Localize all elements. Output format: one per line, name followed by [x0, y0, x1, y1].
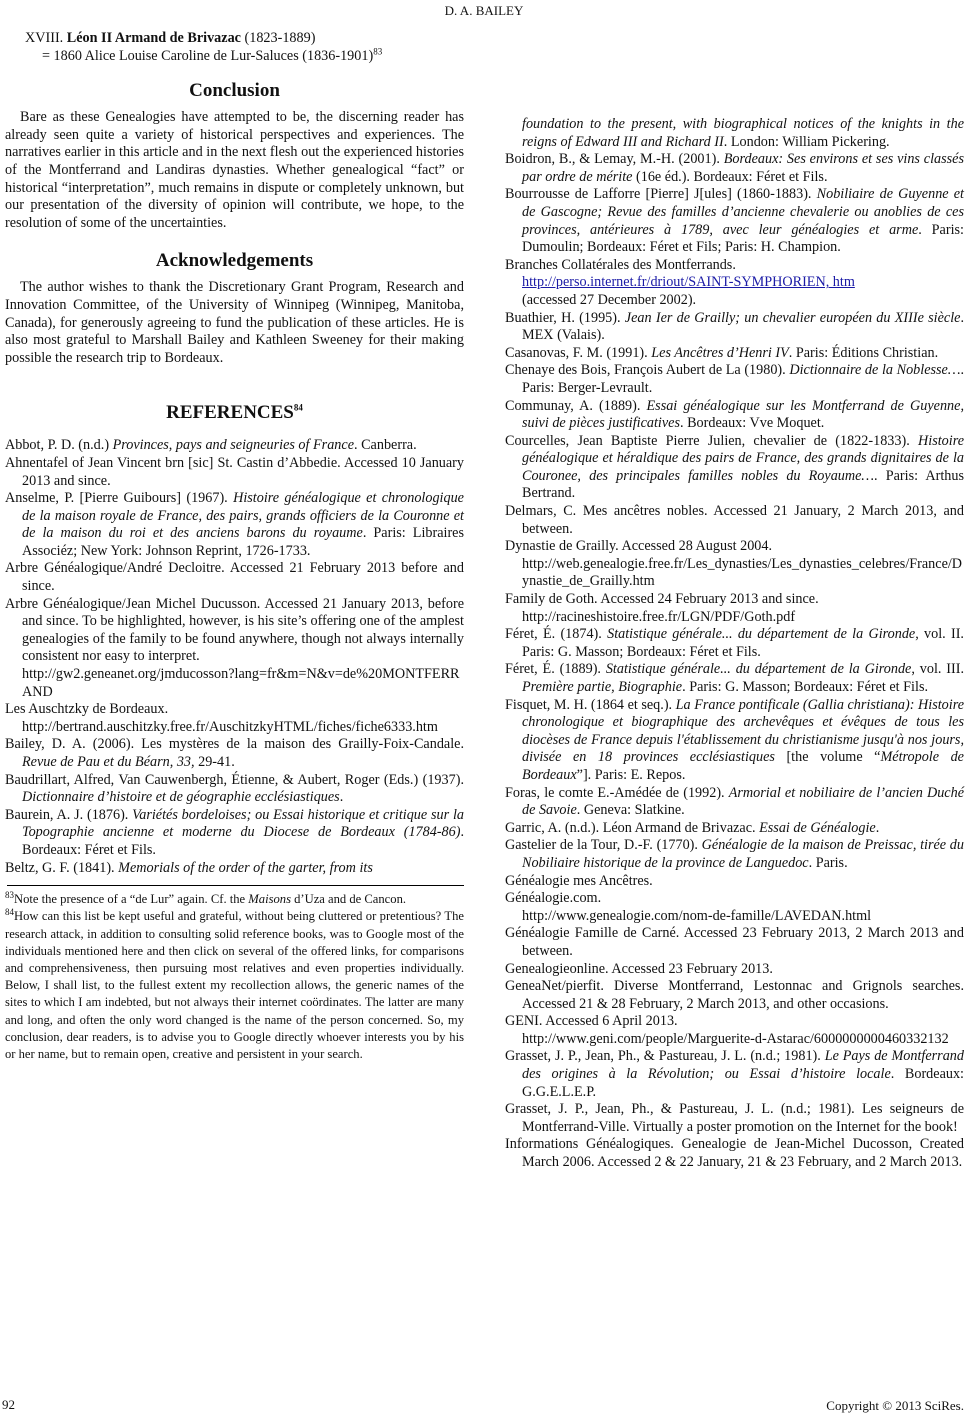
- reference-item: [5, 596, 464, 702]
- reference-text: . Paris: Libraires Associéz; New York: Johnson Reprint, 1726-1733.: [22, 525, 464, 559]
- reference-text: . Bordeaux: Vve Moquet.: [680, 415, 825, 432]
- reference-text: ”]. Paris: E. Repos.: [576, 766, 686, 783]
- reference-text: Arbre Généalogique/Jean Michel Ducusson. Accessed 21 January 2013, before and since. To be highlighted, however, is his site’s offering one of the amplest genealogies of the family to be found anywhere, though not always internally consistent nor easy to interpret.: [5, 595, 464, 665]
- italic-title: Le Pays de Montferrand des origines à la Révolution; ou Essai d’histoire locale: [522, 1048, 964, 1083]
- italic-title: Dictionnaire de la Noblesse…: [789, 362, 961, 379]
- reference-text: . Geneva: Slatkine.: [576, 802, 685, 819]
- reference-item: [5, 772, 464, 807]
- reference-item: [505, 116, 964, 151]
- reference-text: GeneaNet/pierfit. Diverse Montferrand, Lestonnac and Grignols searches. Accessed 21 & 28 February, 2 March 2013, and other occasions.: [505, 978, 964, 1012]
- reference-text: GENI. Accessed 6 April 2013.: [505, 1013, 678, 1030]
- reference-item: [505, 661, 964, 696]
- reference-item: [505, 345, 964, 363]
- italic-title: Bordeaux: Ses environs et ses vins classés par ordre de mérite: [522, 151, 964, 185]
- reference-item: [5, 490, 464, 560]
- reference-text: Family de Goth. Accessed 24 February 2013 and since.: [505, 591, 819, 608]
- reference-item: [505, 820, 964, 838]
- reference-item: [505, 873, 964, 891]
- reference-item: [505, 151, 964, 186]
- reference-text: . Paris: G. Masson; Bordeaux: Féret et Fils.: [682, 679, 929, 695]
- reference-text: Fisquet, M. H. (1864 et seq.).: [505, 696, 676, 713]
- reference-url: http://bertrand.auschitzky.free.fr/AuschitzkyHTML/fiches/fiche6333.htm: [22, 718, 438, 735]
- reference-item: [5, 860, 464, 878]
- person-dates: (1823-1889): [240, 30, 316, 46]
- reference-list-right: [505, 151, 964, 1171]
- right-column: [505, 116, 964, 1172]
- reference-text: Féret, É. (1874).: [505, 626, 608, 643]
- reference-text: . Bordeaux: Féret et Fils.: [22, 824, 464, 858]
- reference-text: Branches Collatérales des Montferrands.: [505, 256, 736, 273]
- reference-text: Ahnentafel of Jean Vincent brn [sic] St. Castin d’Abbedie. Accessed 10 January 2013 and since.: [5, 454, 464, 489]
- reference-continuation: [505, 116, 964, 151]
- reference-text: . Paris.: [808, 854, 848, 871]
- footnote-mark: 83: [5, 889, 14, 900]
- acknowledgements-heading: Acknowledgements: [155, 250, 314, 272]
- italic-title: Revue de Pau et du Béarn, 33,: [22, 754, 195, 770]
- reference-item: [505, 433, 964, 503]
- footnote-divider: [7, 885, 464, 886]
- reference-text: Foras, le comte E.-Amédée de (1992).: [505, 784, 729, 801]
- italic-title: foundation to the present, with biographical notices of the knights in the reigns of Edward III and Richard II: [522, 116, 964, 150]
- italic-title: Armorial et nobiliaire de l’ancien Duché de Savoie: [522, 784, 964, 819]
- reference-item: [505, 186, 964, 256]
- reference-text: Communay, A. (1889).: [505, 397, 647, 414]
- italic-title: Métropole de Bordeaux: [522, 749, 964, 783]
- reference-item: [505, 1048, 964, 1101]
- reference-text: Garric, A. (n.d.). Léon Armand de Brivazac.: [505, 819, 760, 836]
- reference-item: [505, 697, 964, 785]
- reference-text: . Bordeaux: G.G.E.L.E.P.: [522, 1066, 964, 1100]
- references-heading: [5, 401, 464, 425]
- reference-text: (16e éd.). Bordeaux: Féret et Fils.: [632, 168, 828, 185]
- italic-title: Memorials of the order of the garter, from its: [118, 859, 373, 876]
- reference-item: [505, 503, 964, 538]
- generation-numeral: XVIII.: [25, 30, 67, 46]
- reference-item: [505, 398, 964, 433]
- reference-item: [505, 591, 964, 626]
- reference-url: http://www.geni.com/people/Marguerite-d-Astarac/6000000000460332132: [522, 1030, 949, 1047]
- reference-item: [505, 1101, 964, 1136]
- reference-text: . Paris: Berger-Levrault.: [522, 362, 965, 396]
- reference-item: [505, 1136, 964, 1171]
- italic-title: Jean Ier de Grailly; un chevalier européen du XIIIe siècle: [624, 309, 961, 326]
- reference-text: . Canberra.: [354, 437, 417, 454]
- reference-text: [the volume “: [774, 749, 881, 766]
- reference-text: Généalogie Famille de Carné. Accessed 23 February 2013, 2 March 2013 and between.: [505, 925, 964, 959]
- copyright: Copyright © 2013 SciRes.: [826, 1398, 964, 1413]
- reference-text: Beltz, G. F. (1841).: [5, 859, 119, 876]
- reference-url: (accessed 27 December 2002).: [522, 291, 697, 308]
- reference-text: Les Auschtzky de Bordeaux.: [5, 701, 169, 718]
- reference-text: Boidron, B., & Lemay, M.-H. (2001).: [505, 151, 724, 168]
- reference-item: [5, 560, 464, 595]
- reference-text: Grasset, J. P., Jean, Ph., & Pastureau, J. L. (n.d.; 1981). Les seigneurs de Montferrand-Ville. Virtually a poster promotion on the Internet for the book!: [505, 1101, 964, 1135]
- conclusion-text: Bare as these Genealogies have attempted to be, the discerning reader has already seen quite a variety of historical perspectives and experiences. The narratives earlier in this article and in the next flesh out the experienced histories of the Montferrand and Landiras dynasties. Whether genealogical “fact” or historical “interpretation”, much remains in dispute or completely unknown, but our presentation of the diversity of opinion will contribute, we hope, to the resolution of some of the uncertainties.: [5, 109, 464, 231]
- reference-link[interactable]: http://perso.internet.fr/driout/SAINT-SYMPHORIEN, htm: [522, 274, 855, 291]
- left-column: [5, 30, 464, 1063]
- reference-text: Genealogieonline. Accessed 23 February 2013.: [505, 960, 773, 977]
- reference-url: http://gw2.geneanet.org/jmducosson?lang=fr&m=N&v=de%20MONTFERRAND: [22, 666, 460, 700]
- reference-item: [505, 310, 964, 345]
- running-head: D. A. BAILEY: [444, 3, 524, 18]
- italic-title: Essai de Généalogie: [759, 819, 876, 836]
- reference-text: Gastelier de la Tour, D.-F. (1770).: [505, 837, 702, 854]
- reference-url: http://racineshistoire.free.fr/LGN/PDF/Goth.pdf: [522, 608, 796, 625]
- footnote-ref: 84: [293, 402, 303, 413]
- reference-item: [505, 785, 964, 820]
- reference-item: [505, 1013, 964, 1048]
- conclusion-heading: Conclusion: [189, 80, 280, 102]
- reference-text: Dynastie de Grailly. Accessed 28 August 2004.: [505, 538, 773, 555]
- reference-text: Chenaye des Bois, François Aubert de La (1980).: [505, 362, 790, 379]
- genealogy-entry: [5, 30, 464, 65]
- footnotes: [5, 891, 464, 1063]
- reference-text: 29-41.: [194, 754, 235, 770]
- reference-text: Courcelles, Jean Baptiste Pierre Julien, chevalier de (1822-1833).: [505, 432, 919, 449]
- reference-text: Baurein, A. J. (1876).: [5, 806, 133, 823]
- reference-text: , vol. III.: [911, 661, 964, 678]
- italic-title: Provinces, pays and seigneuries of France: [112, 437, 354, 454]
- person-name: Léon II Armand de Brivazac: [66, 30, 241, 46]
- reference-item: [505, 538, 964, 591]
- reference-item: [5, 736, 464, 771]
- reference-text: , vol. II. Paris: G. Masson; Bordeaux: Féret et Fils.: [522, 626, 964, 660]
- reference-item: [505, 925, 964, 960]
- reference-list-left: [5, 437, 464, 877]
- italic-title: Histoire généalogique et chronologique de la maison royale de France, des pairs, grands officiers de la Couronne et de la maison du roi et des anciens barons du royaume: [22, 490, 464, 542]
- page-number: 92: [2, 1397, 15, 1412]
- reference-item: [5, 437, 464, 455]
- footnote: [5, 891, 464, 908]
- footnote: [5, 908, 464, 1063]
- reference-text: Buathier, H. (1995).: [505, 309, 625, 326]
- italic-title: Statistique générale... du département de la Gironde: [605, 661, 912, 678]
- italic-title: Histoire généalogique et héraldique des pairs de France, des grands dignitaires de la Couronee, des principales familles nobles du Royaume…: [522, 432, 964, 484]
- reference-item: [505, 362, 964, 397]
- reference-url: http://www.genealogie.com/nom-de-famille/LAVEDAN.html: [522, 907, 872, 924]
- italic-title: Maisons: [248, 892, 291, 907]
- reference-text: Baudrillart, Alfred, Van Cauwenbergh, Étienne, & Aubert, Roger (Eds.) (1937).: [5, 771, 464, 788]
- reference-item: [5, 455, 464, 490]
- italic-title: Essai généalogique sur les Montferrand de Guyenne, suivi de pièces justificatives: [522, 397, 964, 432]
- reference-item: [5, 701, 464, 736]
- reference-text: Grasset, J. P., Jean, Ph., & Pastureau, J. L. (n.d.; 1981).: [505, 1048, 825, 1065]
- reference-text: Anselme, P. [Pierre Guibours] (1967).: [5, 490, 234, 507]
- reference-text: . London: William Pickering.: [723, 133, 890, 150]
- italic-title: Variétés bordeloises; ou Essai historique et critique sur la Topographie ancienne et moderne du Diocese de Bordeaux (1784-86): [22, 806, 464, 841]
- reference-item: [505, 257, 964, 310]
- acknowledgements-text: The author wishes to thank the Discretionary Grant Program, Research and Innovation Committee, of the University of Winnipeg (Winnipeg, Manitoba, Canada), for generously agreeing to fund the publication of these articles. He is also most grateful to Marshall Bailey and Kathleen Sweeney for their making possible the research trip to Bordeaux.: [5, 279, 464, 366]
- reference-text: . Paris: Dumoulin; Bordeaux: Féret et Fils; Paris: H. Champion.: [522, 221, 964, 256]
- italic-title: Première partie, Biographie: [522, 679, 683, 695]
- reference-text: .: [875, 819, 880, 836]
- references-title: REFERENCES: [166, 402, 294, 424]
- reference-text: d’Uza and de Cancon.: [290, 892, 407, 907]
- italic-title: Statistique générale... du département de la Gironde: [607, 626, 916, 643]
- reference-text: Note the presence of a “de Lur” again. Cf. the: [14, 892, 249, 907]
- reference-item: [505, 626, 964, 661]
- reference-text: Généalogie.com.: [505, 890, 602, 907]
- reference-item: [5, 807, 464, 860]
- reference-text: Delmars, C. Mes ancêtres nobles. Accessed 21 January, 2 March 2013, and between.: [505, 503, 964, 537]
- reference-item: [505, 978, 964, 1013]
- reference-text: Généalogie mes Ancêtres.: [505, 872, 653, 889]
- reference-item: [505, 837, 964, 872]
- reference-text: Casanovas, F. M. (1991).: [505, 344, 652, 361]
- reference-text: Bourrousse de Lafforre [Pierre] J[ules] (1860-1883).: [505, 186, 817, 203]
- italic-title: Dictionnaire d’histoire et de géographie ecclésiastiques: [22, 789, 340, 806]
- footnote-mark: 84: [5, 907, 14, 918]
- italic-title: Généalogie de la maison de Preissac, tirée du Nobiliaire historique de la province de Languedoc: [522, 837, 964, 871]
- reference-text: Féret, É. (1889).: [505, 661, 606, 678]
- marriage-line: = 1860 Alice Louise Caroline de Lur-Saluces (1836-1901): [42, 47, 374, 64]
- reference-text: . Paris: Arthus Bertrand.: [522, 467, 965, 502]
- reference-text: . MEX (Valais).: [522, 309, 964, 344]
- reference-item: [505, 961, 964, 979]
- reference-text: How can this list be kept useful and grateful, without being cluttered or pretentious? The research attack, in addition to consulting solid reference books, was to Google most of the individuals mentioned here and then click on several of the offered links, for comparisons and comprehensiveness, then pursuing most relatives and even properties individually. Below, I shall list, to the fullest extent my recollection allows, the generic names of the sites to which I am indebted, but not always their internet coördinates. The latter are many and long, and often the only word changed is the name of the person concerned. So, my conclusion, dear readers, is to advise you to Google directly whoever interests you by his or her name, but to remain open, creative and persistent in your search.: [5, 909, 464, 1061]
- reference-item: [505, 890, 964, 925]
- italic-title: Les Ancêtres d’Henri IV: [651, 344, 789, 361]
- reference-text: Arbre Généalogique/André Decloitre. Accessed 21 February 2013 before and since.: [5, 560, 464, 595]
- reference-text: Informations Généalogiques. Genealogie de Jean-Michel Ducosson, Created March 2006. Accessed 2 & 22 January, 21 & 23 February, and 2 March 2013.: [505, 1136, 964, 1171]
- footnote-ref: 83: [373, 45, 383, 56]
- reference-text: Abbot, P. D. (n.d.): [5, 437, 113, 454]
- reference-text: Bailey, D. A. (2006). Les mystères de la maison des Grailly-Foix-Candale.: [5, 736, 464, 753]
- reference-text: . Paris: Éditions Christian.: [788, 344, 939, 361]
- italic-title: Nobiliaire de Guyenne et de Gascogne; Revue des familles d’ancienne chevalerie ou anoblies de ces provinces, antérieures à 1789, avec leur généalogies et arme: [522, 186, 964, 238]
- reference-text: .: [339, 789, 344, 806]
- italic-title: La France pontificale (Gallia christiana): Histoire chronologique et biographique des archevêques et évêques de tous les diocèses de France depuis l'établissement du christianisme jusqu'à nos jours, divisée en 18 provinces ecclésiastiques: [522, 696, 964, 766]
- reference-url: http://web.genealogie.free.fr/Les_dynasties/Les_dynasties_celebres/France/Dynastie_de_Grailly.htm: [522, 555, 963, 590]
